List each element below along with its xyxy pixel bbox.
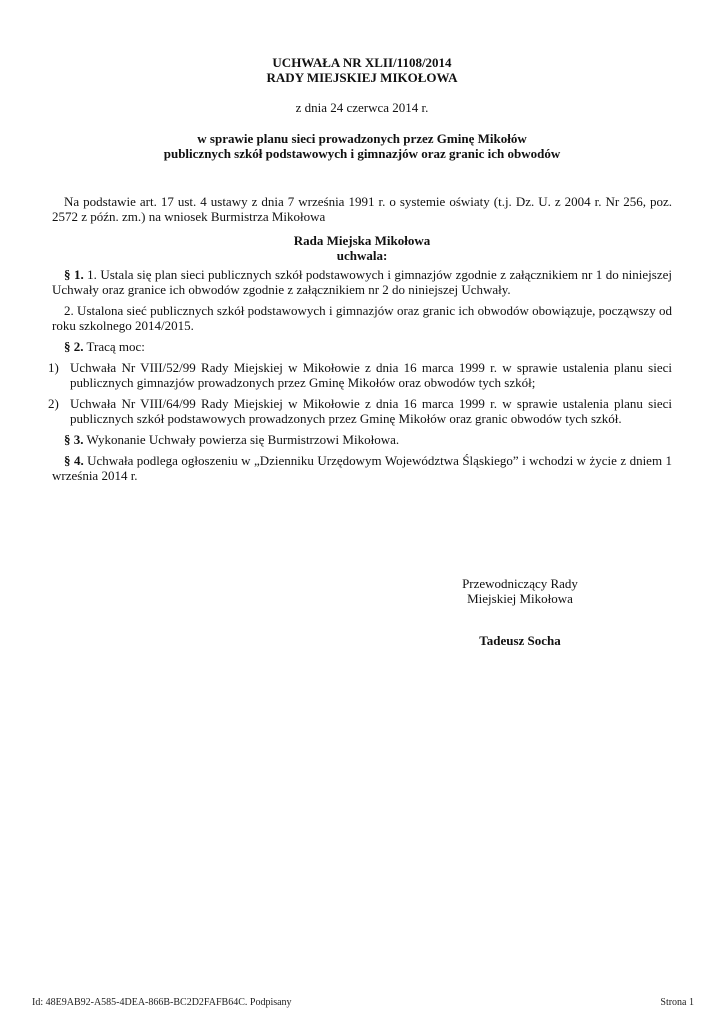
signature-block: [410, 576, 630, 648]
paragraph-2-text: Tracą moc:: [83, 339, 145, 354]
paragraph-1-text: 1. Ustala się plan sieci publicznych szkół podstawowych i gimnazjów zgodnie z załącznikiem nr 1 do niniejszej Uchwały oraz granice ich obwodów zgodnie z załącznikiem nr 2 do niniejszej Uchwały.: [52, 267, 672, 297]
resolution-subject: [52, 131, 672, 161]
resolution-title: [52, 55, 672, 85]
list-item-number: 2): [48, 396, 59, 411]
resolution-body: [48, 194, 673, 483]
list-item-text: Uchwała Nr VIII/64/99 Rady Miejskiej w Mikołowie z dnia 16 marca 1999 r. w sprawie ustalenia planu sieci publicznych szkół podstawowych prowadzonych przez Gminę Mikołów oraz granic obwodów tych szkół.: [70, 396, 672, 426]
list-item: [48, 360, 672, 390]
list-item-text: Uchwała Nr VIII/52/99 Rady Miejskiej w Mikołowie z dnia 16 marca 1999 r. w sprawie ustalenia planu sieci publicznych gimnazjów prowadzonych przez Gminę Mikołów oraz obwodów tych szkół;: [70, 360, 672, 390]
paragraph-3-label: § 3.: [64, 432, 84, 447]
page-number: Strona 1: [660, 997, 694, 1008]
list-item-number: 1): [48, 360, 59, 375]
paragraph-2: [52, 339, 672, 354]
signature-role-line-1: Przewodniczący Rady: [462, 576, 578, 591]
paragraph-4-text: Uchwała podlega ogłoszeniu w „Dzienniku Urzędowym Województwa Śląskiego” i wchodzi w życie z dniem 1 września 2014 r.: [52, 453, 673, 483]
document-page: [48, 0, 673, 1024]
paragraph-2-label: § 2.: [64, 339, 84, 354]
subject-line-1: w sprawie planu sieci prowadzonych przez Gminę Mikołów: [197, 131, 527, 146]
signature-name: Tadeusz Socha: [479, 633, 561, 648]
paragraph-4: [52, 453, 672, 483]
paragraph-1-label: § 1.: [64, 267, 84, 282]
subject-line-2: publicznych szkół podstawowych i gimnazjów oraz granic ich obwodów: [163, 146, 561, 161]
resolves-label: uchwala:: [336, 248, 388, 263]
council-heading: [52, 233, 672, 263]
resolution-date: z dnia 24 czerwca 2014 r.: [295, 100, 429, 115]
council-name: Rada Miejska Mikołowa: [293, 233, 431, 248]
paragraph-3-text: Wykonanie Uchwały powierza się Burmistrzowi Mikołowa.: [83, 432, 400, 447]
title-line-1: UCHWAŁA NR XLII/1108/2014: [272, 55, 452, 70]
preamble: Na podstawie art. 17 ust. 4 ustawy z dnia 7 września 1991 r. o systemie oświaty (t.j. Dz. U. z 2004 r. Nr 256, poz. 2572 z późn. zm.) na wniosek Burmistrza Mikołowa: [52, 194, 672, 224]
paragraph-4-label: § 4.: [64, 453, 84, 468]
title-line-2: RADY MIEJSKIEJ MIKOŁOWA: [266, 70, 458, 85]
paragraph-3: [52, 432, 672, 447]
paragraph-1-point-2: 2. Ustalona sieć publicznych szkół podstawowych i gimnazjów oraz granic ich obwodów obowiązuje, począwszy od roku szkolnego 2014/2015.: [52, 303, 672, 333]
list-item: [48, 396, 672, 426]
paragraph-1: [52, 267, 672, 297]
document-id: Id: 48E9AB92-A585-4DEA-866B-BC2D2FAFB64C. Podpisany: [32, 997, 292, 1008]
signature-role-line-2: Miejskiej Mikołowa: [467, 591, 573, 606]
